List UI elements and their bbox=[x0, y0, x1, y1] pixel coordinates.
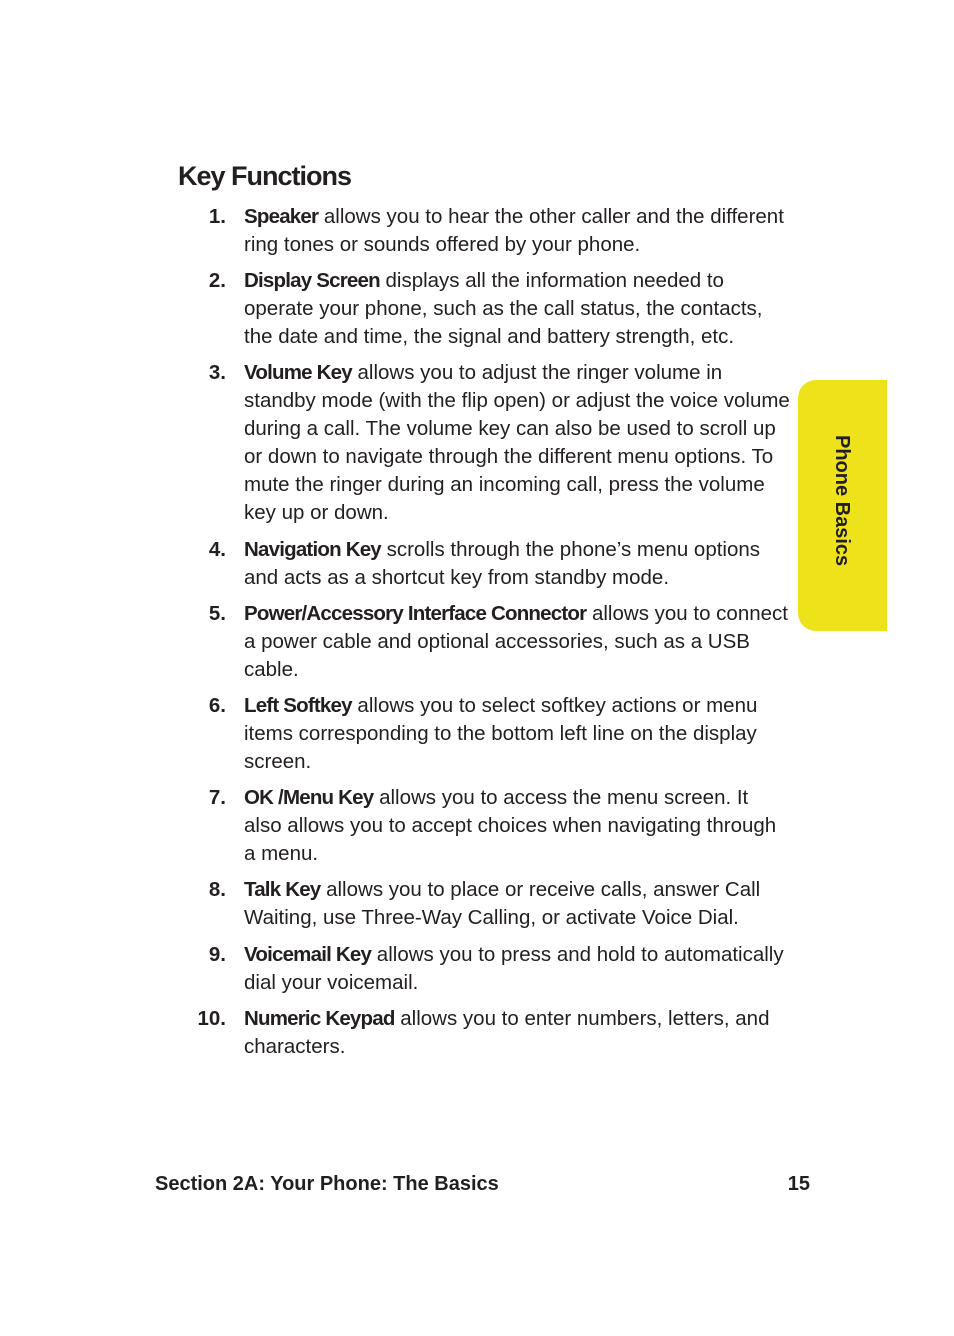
item-description: allows you to select softkey actions or menu items corresponding to the bottom left line on the display screen. bbox=[244, 693, 758, 773]
item-number: 2. bbox=[208, 269, 226, 293]
item-term: Display Screen bbox=[244, 269, 380, 293]
list-item bbox=[180, 1005, 790, 1061]
item-term: Volume Key bbox=[244, 361, 352, 385]
key-function-list bbox=[180, 203, 790, 1069]
item-term: Voicemail Key bbox=[244, 942, 372, 966]
item-description: allows you to access the menu screen. It also allows you to accept choices when navigating through a menu. bbox=[244, 786, 777, 866]
item-number: 10. bbox=[197, 1006, 226, 1030]
item-number: 5. bbox=[208, 601, 226, 625]
item-number: 3. bbox=[208, 361, 226, 385]
item-number: 1. bbox=[208, 205, 226, 228]
list-item bbox=[180, 267, 790, 351]
list-item bbox=[180, 359, 790, 527]
item-number: 9. bbox=[208, 942, 226, 966]
item-number: 4. bbox=[208, 537, 226, 561]
section-side-tab bbox=[798, 380, 887, 631]
footer-section-title: Section 2A: Your Phone: The Basics bbox=[155, 1173, 499, 1195]
item-description: allows you to connect a power cable and optional accessories, such as a USB cable. bbox=[244, 601, 788, 681]
item-number: 6. bbox=[208, 693, 226, 717]
item-description: allows you to press and hold to automatically dial your voicemail. bbox=[244, 942, 784, 994]
item-description: allows you to place or receive calls, answer Call Waiting, use Three-Way Calling, or activate Voice Dial. bbox=[244, 878, 761, 930]
list-item bbox=[180, 692, 790, 776]
side-tab-label: Phone Basics bbox=[831, 435, 853, 567]
footer-page-number: 15 bbox=[787, 1173, 810, 1195]
list-item bbox=[180, 536, 790, 592]
item-number: 7. bbox=[208, 786, 226, 810]
list-item bbox=[180, 941, 790, 997]
item-description: displays all the information needed to operate your phone, such as the call status, the contacts, the date and time, the signal and battery strength, etc. bbox=[244, 269, 763, 349]
list-item bbox=[180, 203, 790, 259]
item-description: scrolls through the phone’s menu options and acts as a shortcut key from standby mode. bbox=[244, 537, 761, 589]
item-description: allows you to adjust the ringer volume in standby mode (with the flip open) or adjust the voice volume during a call. The volume key can also be used to scroll up or down to navigate through the different menu options. To mute the ringer during an incoming call, press the volume key up or down. bbox=[244, 361, 790, 525]
item-term: Numeric Keypad bbox=[244, 1006, 395, 1030]
item-description: allows you to hear the other caller and the different ring tones or sounds offered by your phone. bbox=[244, 205, 784, 256]
list-item bbox=[180, 784, 790, 868]
item-term: Left Softkey bbox=[244, 693, 352, 717]
page-title: Key Functions bbox=[178, 161, 352, 191]
item-term: Navigation Key bbox=[244, 537, 381, 561]
item-number: 8. bbox=[208, 878, 226, 902]
item-term: Talk Key bbox=[244, 878, 321, 902]
item-term: Power/Accessory Interface Connector bbox=[244, 601, 587, 625]
item-description: allows you to enter numbers, letters, and characters. bbox=[244, 1006, 770, 1058]
list-item bbox=[180, 876, 790, 932]
item-term: OK /Menu Key bbox=[244, 786, 374, 810]
item-term: Speaker bbox=[244, 205, 319, 228]
list-item bbox=[180, 600, 790, 684]
